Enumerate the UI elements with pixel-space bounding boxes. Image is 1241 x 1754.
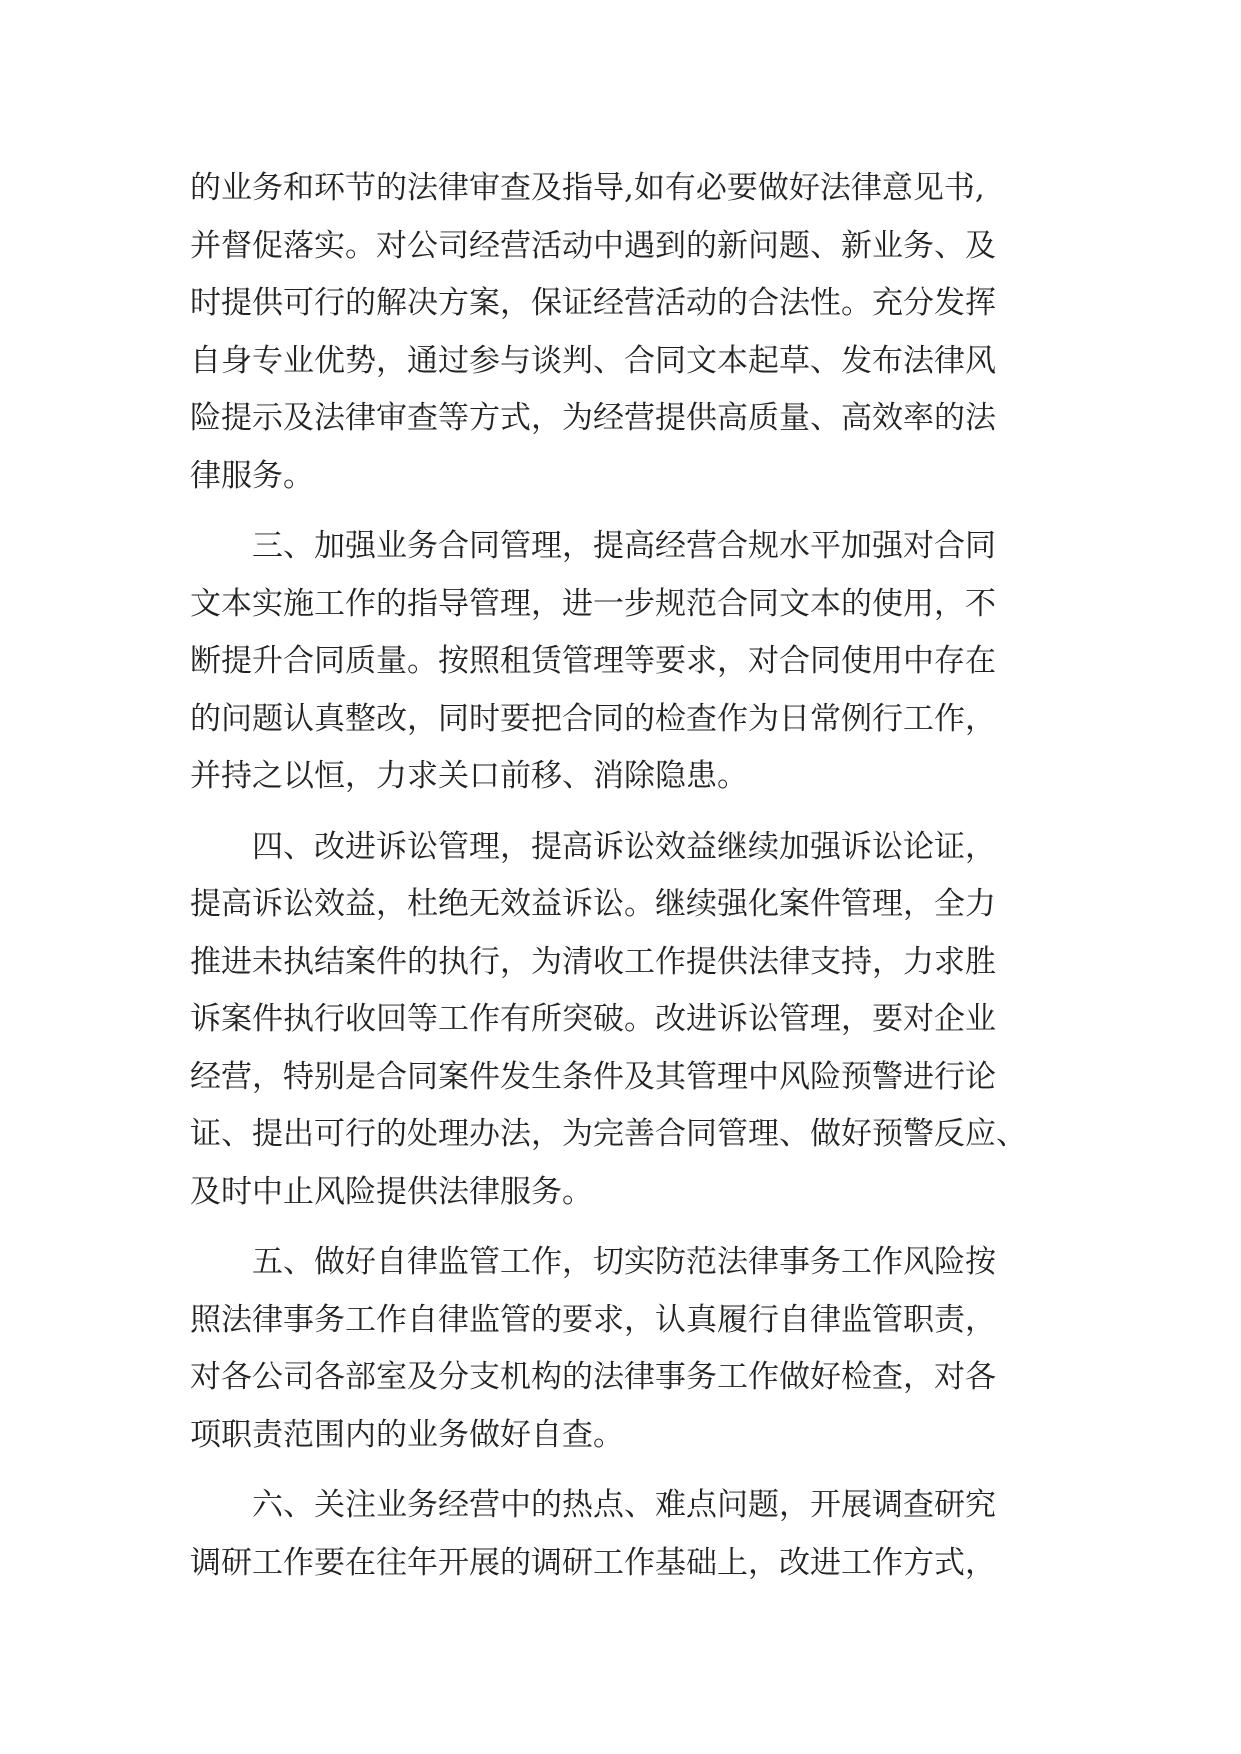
text-line: 经营，特别是合同案件发生条件及其管理中风险预警进行论 (190, 1058, 996, 1095)
text-line: 险提示及法律审查等方式，为经营提供高质量、高效率的法 (190, 400, 996, 436)
text-line: 的业务和环节的法律审查及指导,如有必要做好法律意见书, (190, 170, 985, 206)
text-line: 的问题认真整改，同时要把合同的检查作为日常例行工作， (190, 700, 996, 737)
text-line: 调研工作要在往年开展的调研工作基础上，改进工作方式， (190, 1544, 996, 1581)
text-line: 诉案件执行收回等工作有所突破。改进诉讼管理，要对企业 (190, 1001, 996, 1037)
section-heading-line: 六、关注业务经营中的热点、难点问题，开展调查研究 (190, 1487, 996, 1523)
text-line: 断提升合同质量。按照租赁管理等要求，对合同使用中存在 (190, 643, 996, 679)
section-heading-line: 三、加强业务合同管理，提高经营合规水平加强对合同 (190, 528, 996, 564)
text-line: 证、提出可行的处理办法，为完善合同管理、做好预警反应、 (190, 1116, 1027, 1152)
document-body (190, 160, 1090, 1592)
text-line: 文本实施工作的指导管理，进一步规范合同文本的使用，不 (190, 585, 996, 622)
text-line: 自身专业优势，通过参与谈判、合同文本起草、发布法律风 (190, 342, 996, 379)
text-line: 推进未执结案件的执行，为清收工作提供法律支持，力求胜 (190, 943, 996, 980)
text-line: 律服务。 (190, 457, 314, 494)
text-line: 对各公司各部室及分支机构的法律事务工作做好检查，对各 (190, 1359, 996, 1395)
section-heading-line: 四、改进诉讼管理，提高诉讼效益继续加强诉讼论证， (190, 828, 996, 865)
section-heading-line: 五、做好自律监管工作，切实防范法律事务工作风险按 (190, 1244, 996, 1280)
text-line: 项职责范围内的业务做好自查。 (190, 1416, 624, 1453)
text-line: 时提供可行的解决方案，保证经营活动的合法性。充分发挥 (190, 285, 996, 321)
text-line: 并督促落实。对公司经营活动中遇到的新问题、新业务、及 (190, 227, 996, 264)
text-line: 照法律事务工作自律监管的要求，认真履行自律监管职责， (190, 1301, 996, 1338)
text-line: 及时中止风险提供法律服务。 (190, 1173, 593, 1210)
text-line: 并持之以恒，力求关口前移、消除隐患。 (190, 758, 748, 794)
text-line: 提高诉讼效益，杜绝无效益诉讼。继续强化案件管理，全力 (190, 886, 996, 922)
